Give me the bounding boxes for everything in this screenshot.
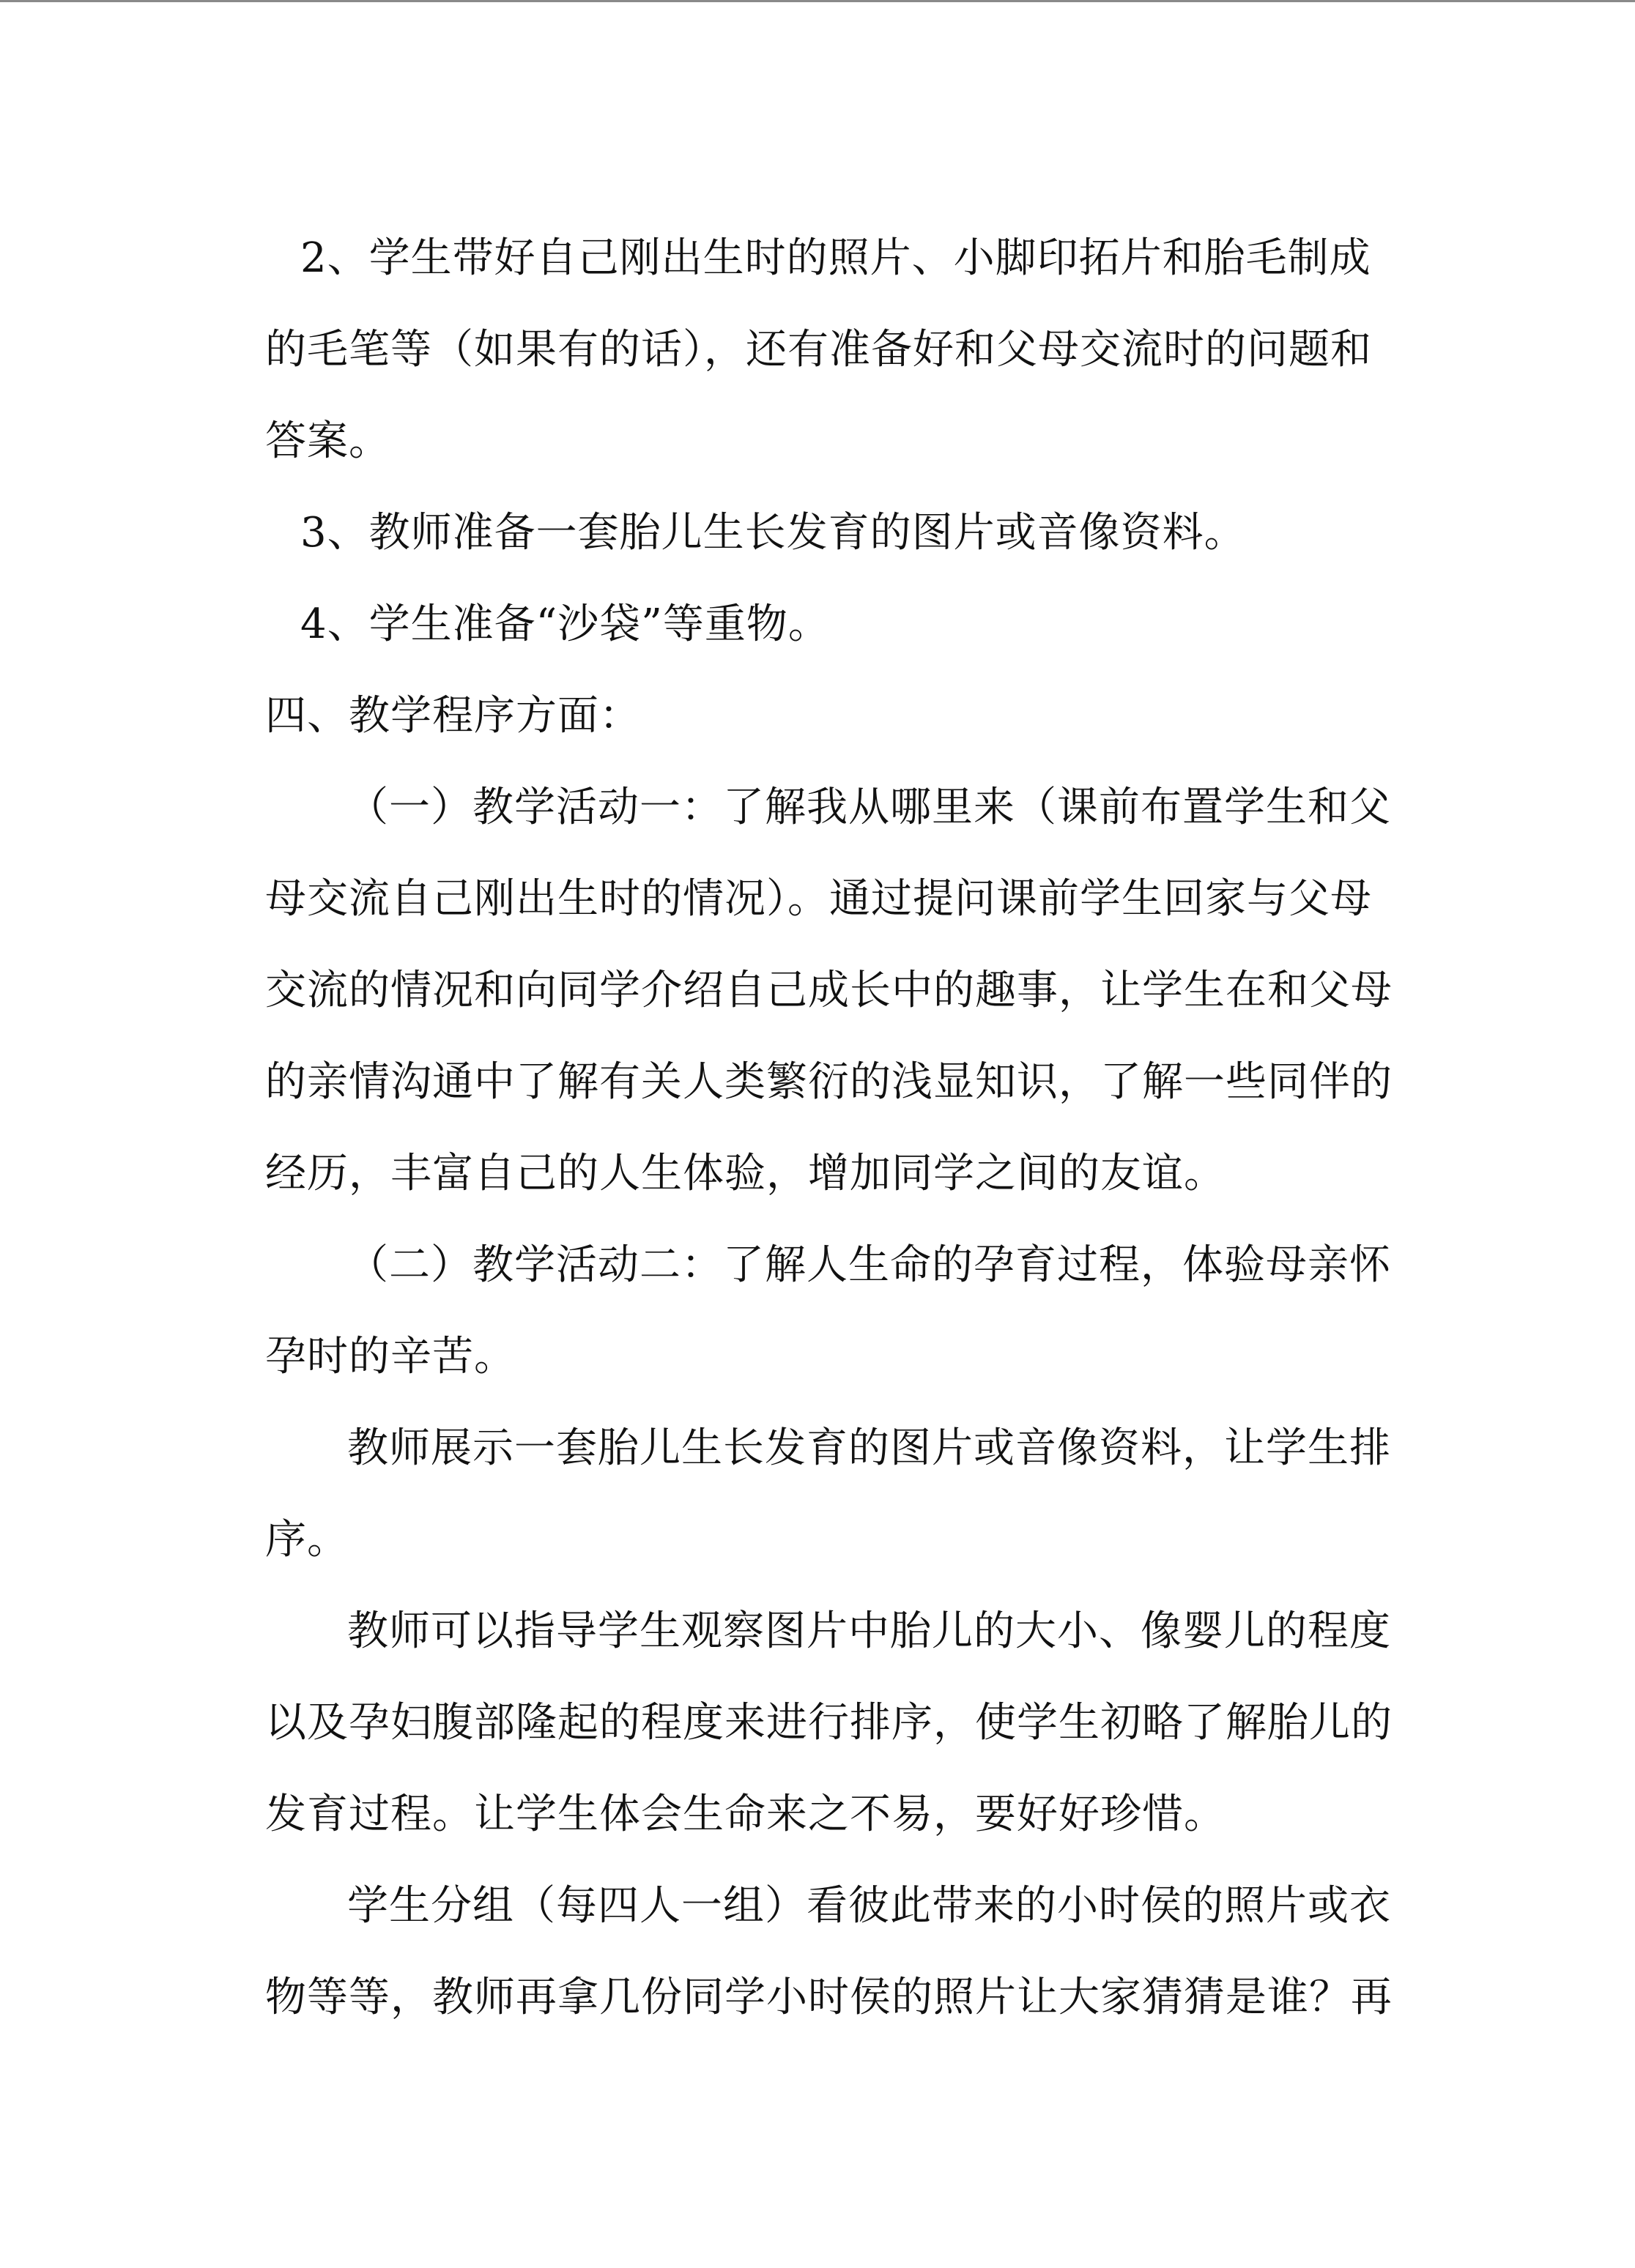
section-heading: 四、教学程序方面： [265, 692, 641, 740]
text-line: 的亲情沟通中了解有关人类繁衍的浅显知识，了解一些同伴的 [265, 1058, 1393, 1106]
text-line: 母交流自己刚出生时的情况）。通过提问课前学生回家与父母 [265, 875, 1372, 923]
text-line: （二）教学活动二：了解人生命的孕育过程，体验母亲怀 [347, 1241, 1391, 1289]
text-line: 4、学生准备“沙袋”等重物。 [300, 601, 830, 648]
text-line: 序。 [265, 1516, 349, 1564]
text-line: 答案。 [265, 417, 390, 465]
text-line: 的毛笔等（如果有的话），还有准备好和父母交流时的问题和 [265, 326, 1372, 373]
text-line: 交流的情况和向同学介绍自己成长中的趣事，让学生在和父母 [265, 967, 1393, 1014]
text-line: 发育过程。让学生体会生命来之不易，要好好珍惜。 [265, 1791, 1226, 1838]
text-line: 教师展示一套胎儿生长发育的图片或音像资料，让学生排 [347, 1424, 1391, 1472]
text-line: （一）教学活动一：了解我从哪里来（课前布置学生和父 [347, 784, 1391, 831]
text-line: 教师可以指导学生观察图片中胎儿的大小、像婴儿的程度 [347, 1607, 1391, 1655]
text-line: 以及孕妇腹部隆起的程度来进行排序，使学生初略了解胎儿的 [265, 1699, 1393, 1747]
text-line: 孕时的辛苦。 [265, 1333, 516, 1380]
text-line: 3、教师准备一套胎儿生长发育的图片或音像资料。 [300, 509, 1246, 557]
text-line: 物等等，教师再拿几份同学小时侯的照片让大家猜猜是谁？再 [265, 1974, 1393, 2021]
text-line: 经历，丰富自己的人生体验，增加同学之间的友谊。 [265, 1150, 1226, 1197]
text-line: 学生分组（每四人一组）看彼此带来的小时侯的照片或衣 [347, 1882, 1391, 1930]
text-line: 2、学生带好自己刚出生时的照片、小脚印拓片和胎毛制成 [300, 234, 1371, 282]
page-top-border [0, 0, 1635, 2]
